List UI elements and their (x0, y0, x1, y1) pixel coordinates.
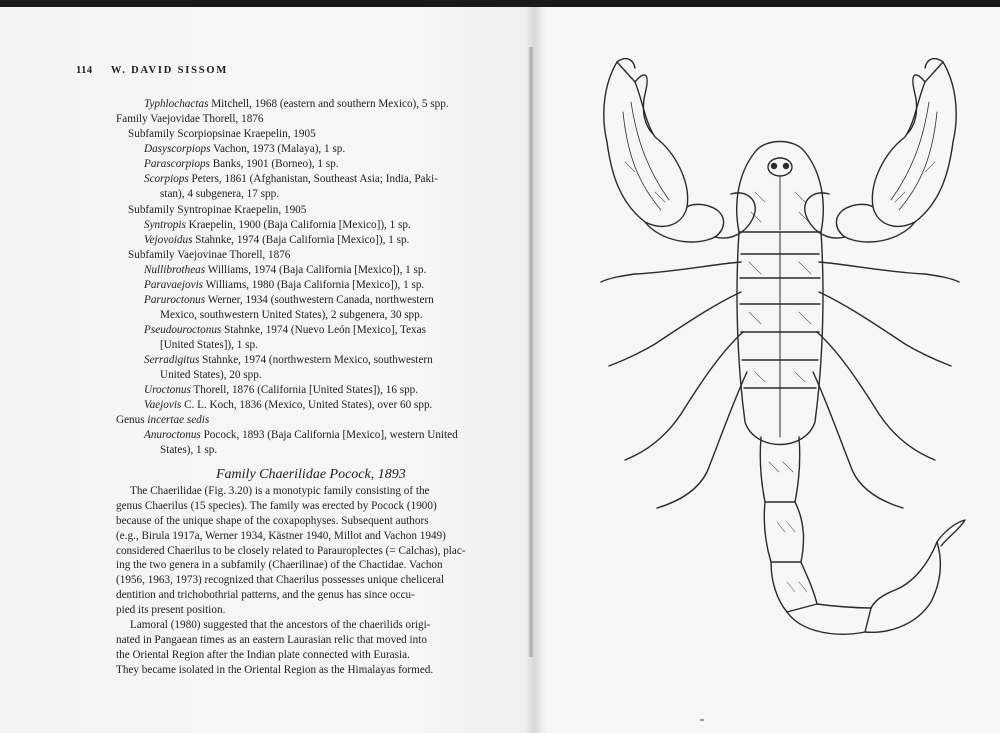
taxon-line (144, 218, 411, 232)
page-number: 114 (76, 65, 93, 76)
running-head-author: W. DAVID SISSOM (110, 65, 229, 76)
genus-name: Syntropis (144, 219, 186, 231)
taxon-text: [United States]), 1 sp. (160, 339, 258, 351)
taxon-line (144, 142, 345, 156)
taxon-line (160, 443, 217, 457)
taxon-line (128, 127, 316, 141)
paragraph-line: (e.g., Birula 1917a, Werner 1934, Kästner 1940, Millot and Vachon 1949) (116, 529, 446, 542)
taxon-text: Stahnke, 1974 (Baja California [Mexico]), 1 sp. (192, 234, 410, 246)
paragraph-line: (1956, 1963, 1973) recognized that Chaerilus possesses unique cheliceral (116, 574, 445, 587)
taxon-text: Mitchell, 1968 (eastern and southern Mexico), 5 spp. (208, 98, 449, 110)
scorpion-illustration-icon (565, 42, 995, 662)
taxon-text: Stahnke, 1974 (northwestern Mexico, southwestern (199, 354, 433, 366)
incertae-sedis: incertae sedis (147, 414, 210, 426)
taxon-line (144, 383, 418, 397)
genus-name: Serradigitus (144, 354, 200, 366)
paragraph-line: dentition and trichobothrial patterns, and the genus has since occu- (116, 589, 415, 602)
paragraph-chaerilidae (116, 484, 492, 618)
taxon-text: Genus (116, 414, 148, 426)
taxon-text: Kraepelin, 1900 (Baja California [Mexico]), 1 sp. (185, 219, 411, 231)
taxon-line (160, 308, 423, 322)
genus-name: Vejovoidus (144, 234, 193, 246)
taxon-text: stan), 4 subgenera, 17 spp. (160, 188, 279, 200)
taxon-text: Mexico, southwestern United States), 2 subgenera, 30 spp. (160, 309, 423, 321)
genus-name: Paravaejovis (144, 279, 204, 291)
taxon-text: Pocock, 1893 (Baja California [Mexico], western United (200, 429, 458, 441)
paragraph-line: ing the two genera in a subfamily (Chaerilinae) of the Chactidae. Vachon (116, 559, 443, 572)
taxon-text: Subfamily Syntropinae Kraepelin, 1905 (128, 204, 307, 216)
taxon-text: Thorell, 1876 (California [United States]), 16 spp. (190, 384, 419, 396)
paragraph-line: pied its present position. (116, 604, 226, 617)
taxon-line (144, 278, 424, 292)
paragraph-line: They became isolated in the Oriental Region as the Himalayas formed. (116, 663, 434, 676)
taxon-text: Vachon, 1973 (Malaya), 1 sp. (210, 143, 346, 155)
paragraph-line: nated in Pangaean times as an eastern Laurasian relic that moved into (116, 633, 427, 646)
paragraph-lamoral (116, 618, 492, 678)
genus-name: Typhlochactas (144, 98, 209, 110)
taxon-text: C. L. Koch, 1836 (Mexico, United States), over 60 spp. (181, 399, 433, 411)
paragraph-line: considered Chaerilus to be closely related to Parauroplectes (= Calchas), plac- (116, 544, 466, 557)
taxon-text: Family Vaejovidae Thorell, 1876 (116, 113, 264, 125)
taxon-line (144, 323, 426, 337)
taxon-line (160, 187, 279, 201)
book-gutter (528, 47, 534, 657)
taxon-line (116, 413, 209, 427)
scan-speck (700, 719, 704, 721)
right-page (535, 7, 1000, 733)
taxon-line (144, 398, 432, 412)
taxon-line (144, 293, 434, 307)
genus-name: Vaejovis (144, 399, 182, 411)
paragraph-line: The Chaerilidae (Fig. 3.20) is a monotypic family consisting of the (130, 485, 430, 497)
running-head (76, 65, 228, 76)
taxon-line (128, 248, 290, 262)
taxon-text: United States), 20 spp. (160, 369, 262, 381)
taxon-line (116, 112, 263, 126)
taxon-text: Banks, 1901 (Borneo), 1 sp. (209, 158, 339, 170)
section-title: Family Chaerilidae Pocock, 1893 (216, 467, 406, 482)
genus-name: Scorpiops (144, 173, 189, 185)
scan-top-edge (0, 0, 1000, 7)
genus-name: Parascorpiops (144, 158, 210, 170)
genus-name: Pseudouroctonus (144, 324, 222, 336)
book-spread (0, 7, 1000, 733)
taxon-text: Stahnke, 1974 (Nuevo León [Mexico], Texas (221, 324, 426, 336)
left-page (0, 7, 525, 733)
paragraph-line: genus Chaerilus (15 species). The family was erected by Pocock (1900) (116, 499, 437, 512)
taxon-line (160, 368, 262, 382)
paragraph-line: Lamoral (1980) suggested that the ancestors of the chaerilids origi- (130, 619, 431, 631)
genus-name: Uroctonus (144, 384, 191, 396)
taxon-line (128, 203, 306, 217)
taxon-text: Subfamily Scorpiopsinae Kraepelin, 1905 (128, 128, 316, 140)
genus-name: Dasyscorpiops (144, 143, 211, 155)
taxon-line (144, 97, 449, 111)
taxon-text: Werner, 1934 (southwestern Canada, northwestern (205, 294, 434, 306)
paragraph-line: the Oriental Region after the Indian plate connected with Eurasia. (116, 648, 410, 661)
genus-name: Nullibrotheas (144, 264, 206, 276)
taxon-line (144, 172, 438, 186)
paragraph-line: because of the unique shape of the coxapophyses. Subsequent authors (116, 514, 429, 527)
taxon-line (144, 157, 339, 171)
taxon-line (144, 233, 409, 247)
taxon-text: Williams, 1974 (Baja California [Mexico]), 1 sp. (205, 264, 427, 276)
taxon-text: Williams, 1980 (Baja California [Mexico]), 1 sp. (203, 279, 425, 291)
taxon-line (144, 428, 458, 442)
taxon-text: Subfamily Vaejovinae Thorell, 1876 (128, 249, 291, 261)
genus-name: Anuroctonus (144, 429, 201, 441)
taxon-line (144, 353, 433, 367)
taxon-text: States), 1 sp. (160, 444, 218, 456)
taxon-text: Peters, 1861 (Afghanistan, Southeast Asia; India, Paki- (188, 173, 438, 185)
taxon-line (160, 338, 258, 352)
genus-name: Paruroctonus (144, 294, 206, 306)
taxon-line (144, 263, 426, 277)
